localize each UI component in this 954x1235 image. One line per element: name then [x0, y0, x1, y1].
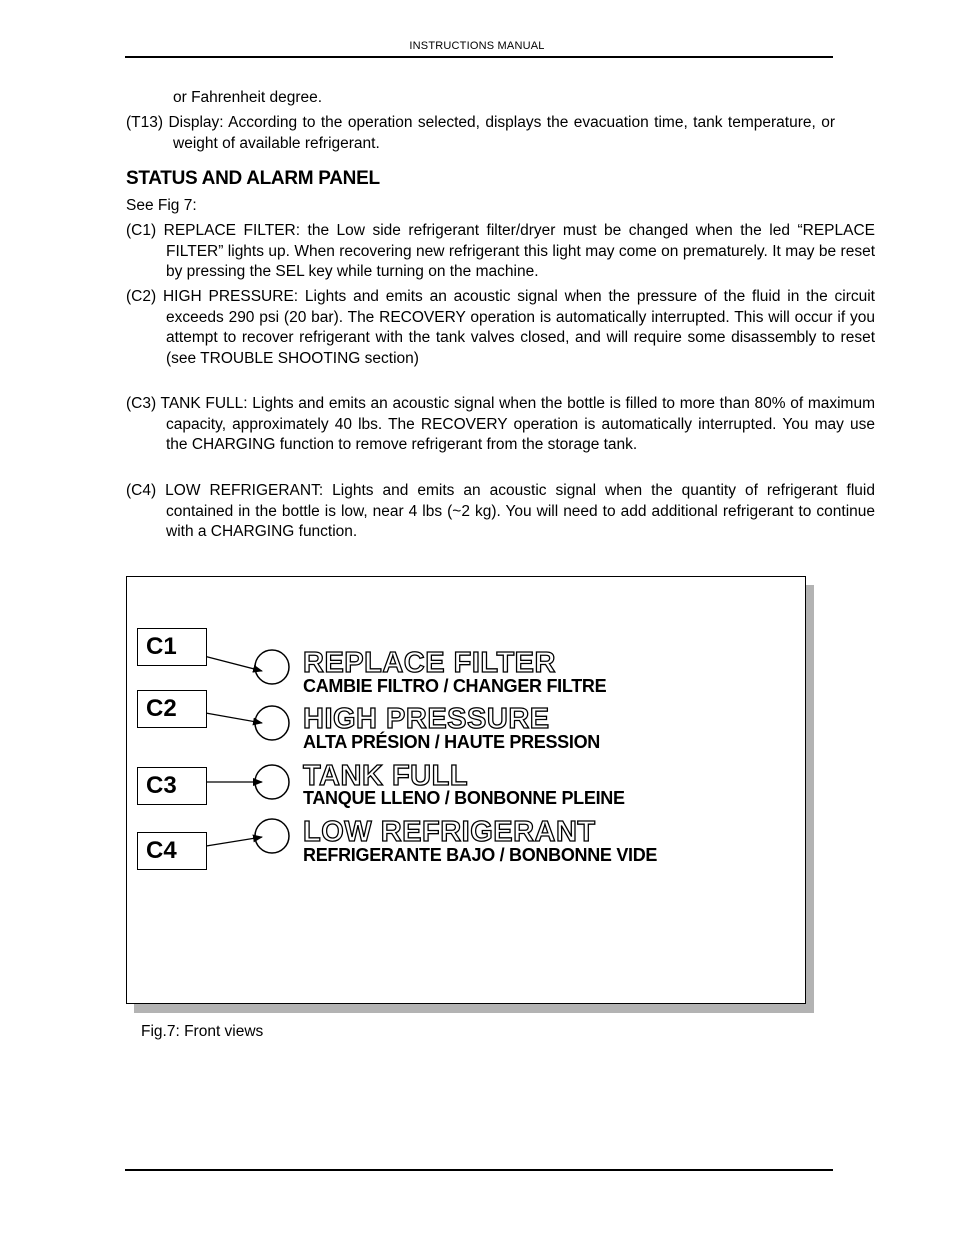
item-c1: (C1) REPLACE FILTER: the Low side refrigerant filter/dryer must be changed when the led “REPLACE FILTER” lights up. When recovering new refrigerant this light may come on prematurely. It may be reset by pressing the SEL key while turning on the machine. — [126, 222, 875, 280]
led-label-c4: LOW REFRIGERANT — [303, 816, 596, 848]
header-title: INSTRUCTIONS MANUAL — [409, 40, 545, 52]
led-label-c1: REPLACE FILTER — [303, 647, 556, 679]
code-box-c2: C2 — [137, 690, 207, 728]
t13-paragraph: (T13) Display: According to the operation selected, displays the evacuation time, tank temperature, or weight of available refrigerant. — [126, 114, 835, 152]
led-c4-indicator — [200, 819, 289, 853]
intro-continuation: or Fahrenheit degree. — [173, 89, 323, 106]
led-label-c2: HIGH PRESSURE — [303, 703, 550, 735]
footer-rule — [125, 1169, 833, 1171]
led-c1-indicator — [200, 650, 289, 684]
led-c1-icon — [255, 650, 289, 684]
item-c4: (C4) LOW REFRIGERANT: Lights and emits an acoustic signal when the quantity of refrigerant fluid contained in the bottle is low, near 4 lbs (~2 kg). You will need to add additional refrigerant to continue with a CHARGING function. — [126, 482, 875, 540]
led-c3-indicator — [200, 765, 289, 799]
led-label-c3: TANK FULL — [303, 760, 469, 792]
led-sublabel-c1: CAMBIE FILTRO / CHANGER FILTRE — [303, 676, 607, 696]
led-sublabel-c4: REFRIGERANTE BAJO / BONBONNE VIDE — [303, 845, 658, 865]
led-sublabel-c3: TANQUE LLENO / BONBONNE PLEINE — [303, 788, 625, 808]
see-fig-text: See Fig 7: — [126, 197, 197, 214]
item-c3: (C3) TANK FULL: Lights and emits an acoustic signal when the bottle is filled to more than 80% of maximum capacity, approximately 40 lbs. The RECOVERY operation is automatically interrupted. You may use the CHARGING function to remove refrigerant from the storage tank. — [126, 395, 875, 453]
led-c4-icon — [255, 819, 289, 853]
item-c2: (C2) HIGH PRESSURE: Lights and emits an acoustic signal when the pressure of the fluid in the circuit exceeds 290 psi (20 bar). The RECOVERY operation is automatically interrupted. This will occur if you attempt to recover refrigerant with the tank valves closed, and will require some disassembly to reset (see TROUBLE SHOOTING section) — [126, 288, 875, 367]
code-box-c1: C1 — [137, 628, 207, 666]
code-box-c3: C3 — [137, 767, 207, 805]
code-box-c4: C4 — [137, 832, 207, 870]
figure-caption: Fig.7: Front views — [141, 1023, 264, 1040]
led-c2-indicator — [200, 706, 289, 740]
led-sublabel-c2: ALTA PRÉSION / HAUTE PRESSION — [303, 732, 600, 752]
section-title: STATUS AND ALARM PANEL — [126, 168, 380, 189]
